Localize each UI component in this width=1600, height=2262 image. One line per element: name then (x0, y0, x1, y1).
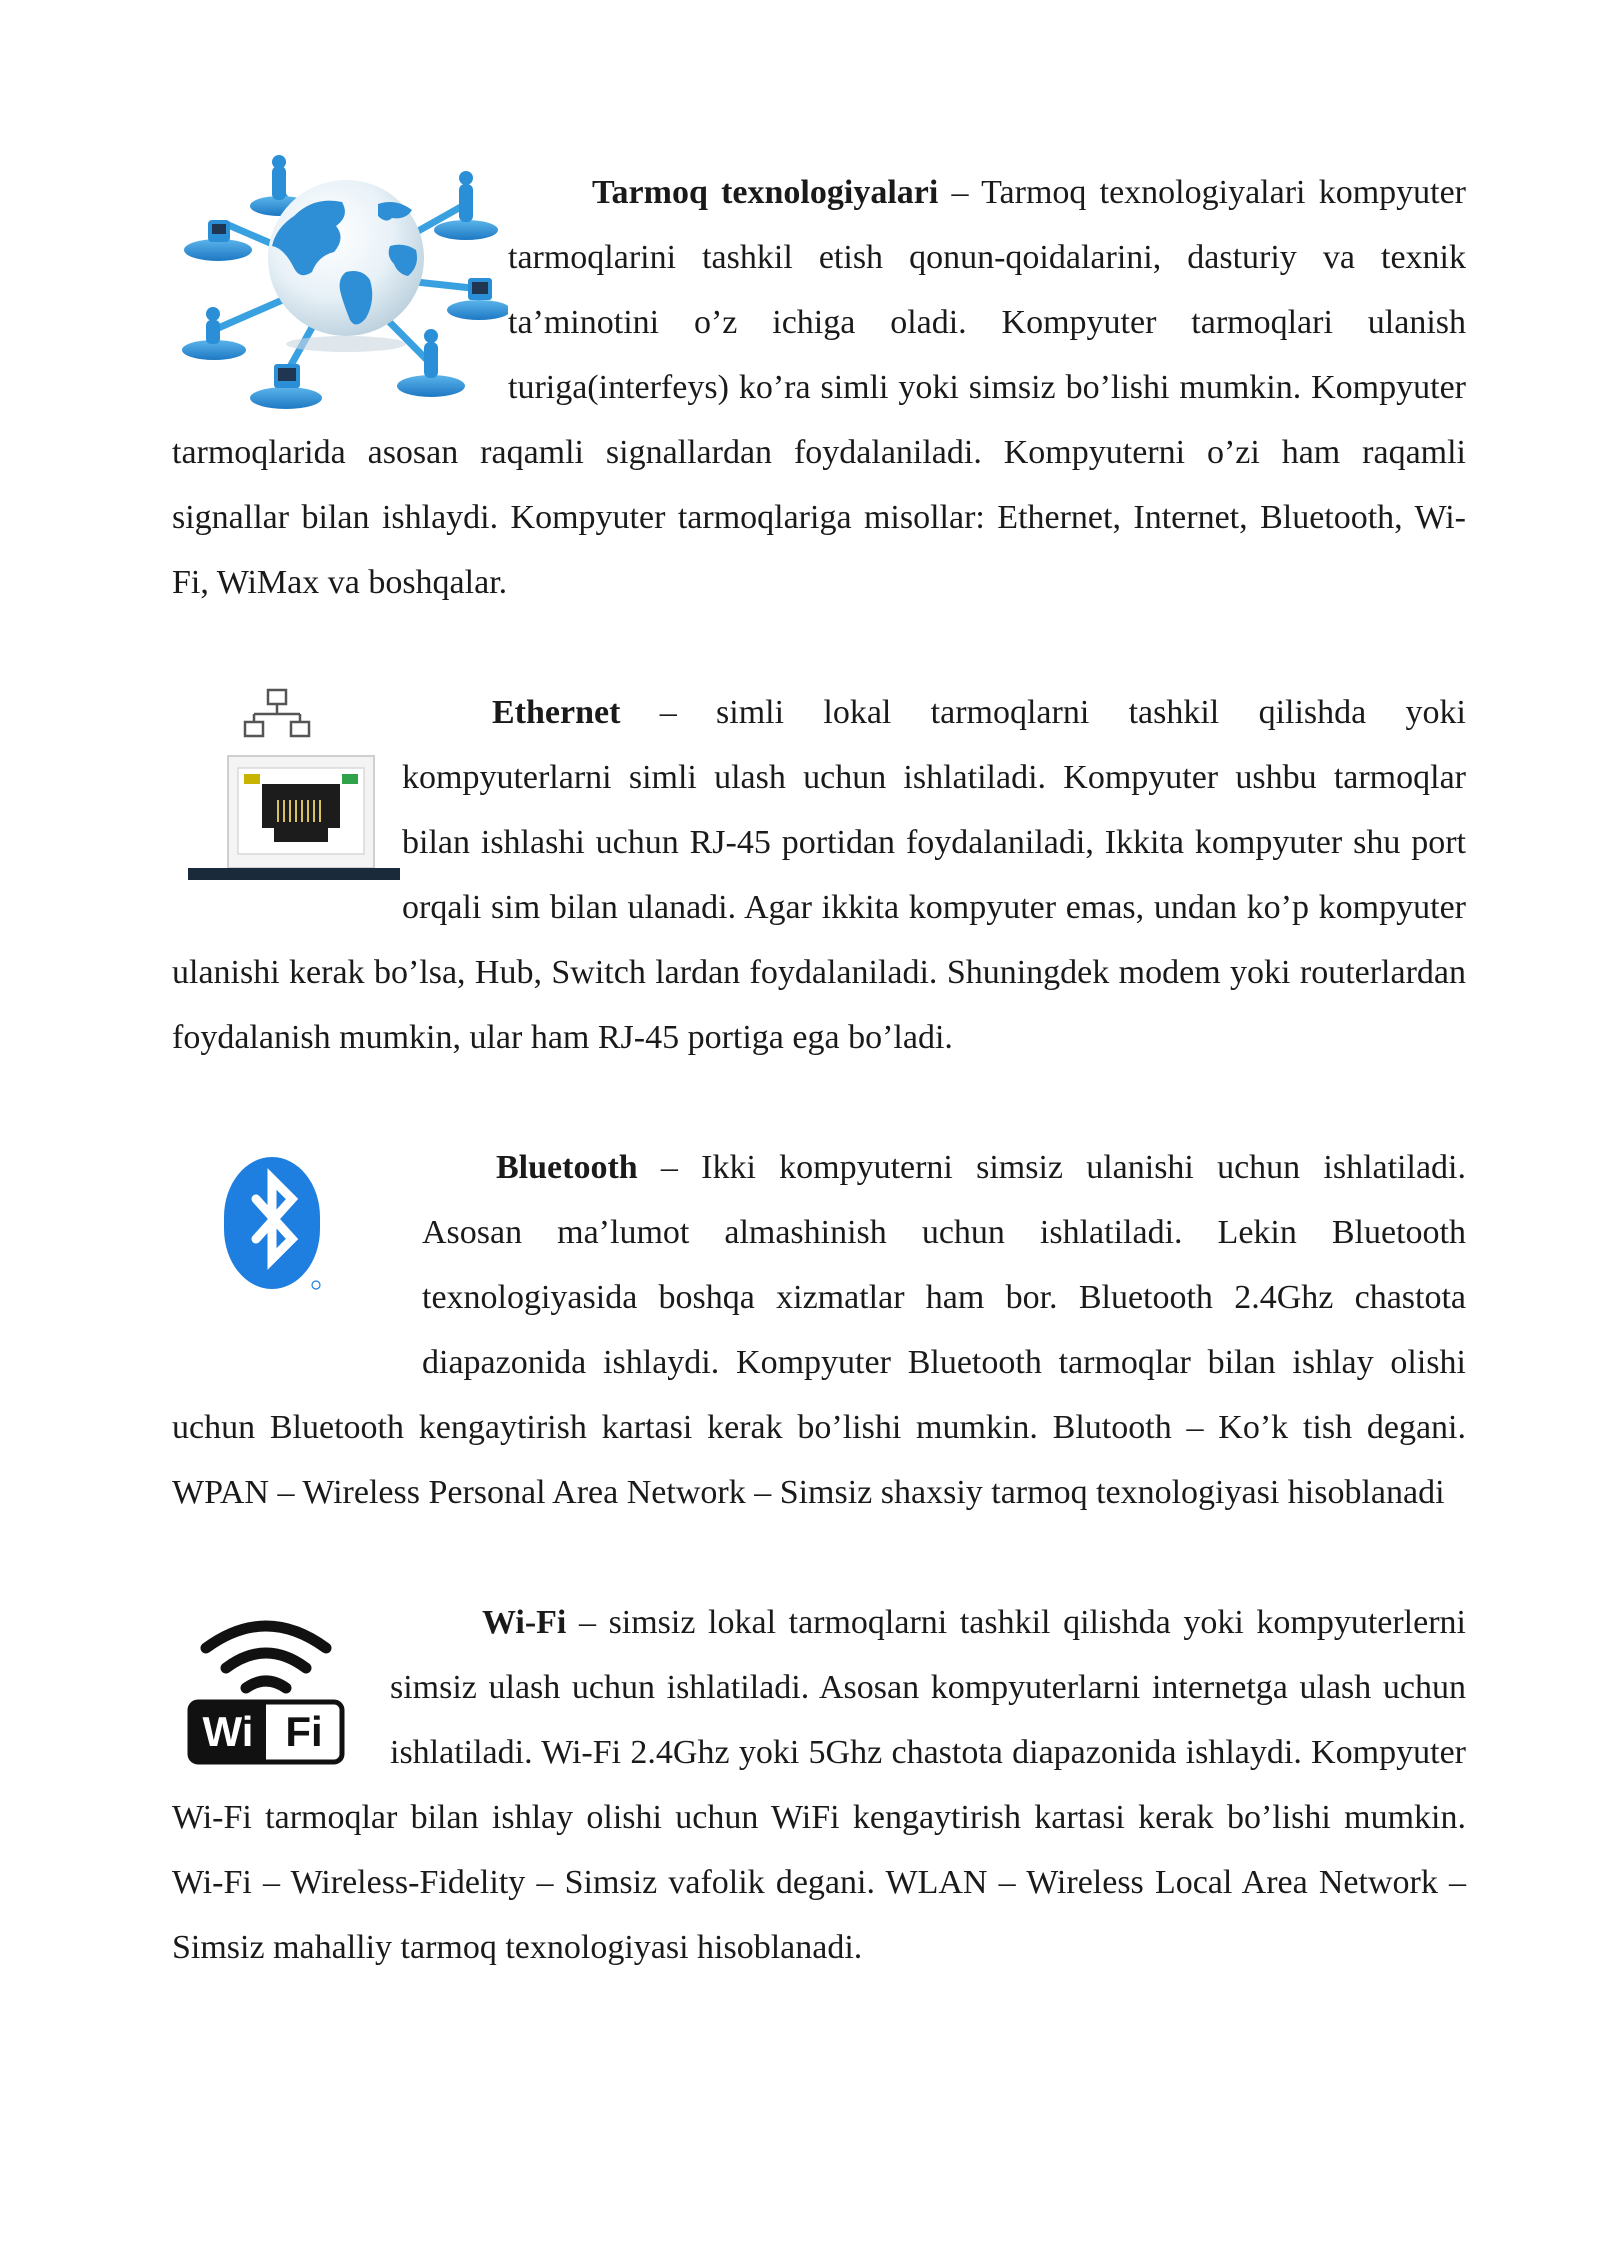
globe-network-icon (176, 154, 508, 414)
wifi-logo-fi: Fi (285, 1708, 323, 1755)
section-wifi (172, 1590, 1466, 1980)
wifi-logo-icon (186, 1610, 390, 1780)
ethernet-port-icon (186, 688, 402, 883)
document-page (172, 160, 1466, 1980)
section-network-technologies (172, 160, 1466, 615)
section-bluetooth (172, 1135, 1466, 1525)
text-ethernet: – simli lokal tarmoqlarni tashkil qilishda yoki kompyuterlarni simli ulash uchun ishlatiladi. Kompyuter ushbu tarmoqlar bilan ishlashi uchun RJ-45 portidan foydalaniladi, Ikkita kompyuter shu port orqali sim bilan ulanadi. Agar ikkita kompyuter emas, undan ko’p kompyuter ulanishi kerak bo’lsa, Hub, Switch lardan foydalaniladi. Shuningdek modem yoki routerlardan foydalanish mumkin, ular ham RJ-45 portiga ega bo’ladi. (172, 694, 1466, 1056)
term-network-technologies: Tarmoq texnologiyalari (592, 174, 939, 211)
text-bluetooth: – Ikki kompyuterni simsiz ulanishi uchun ishlatiladi. Asosan ma’lumot almashinish uchun ishlatiladi. Lekin Bluetooth texnologiyasida boshqa xizmatlar ham bor. Bluetooth 2.4Ghz chastota diapazonida ishlaydi. Kompyuter Bluetooth tarmoqlar bilan ishlay olishi uchun Bluetooth kengaytirish kartasi kerak bo’lishi mumkin. Blutooth – Ko’k tish degani. WPAN – Wireless Personal Area Network – Simsiz shaxsiy tarmoq texnologiyasi hisoblanadi (172, 1149, 1466, 1511)
term-ethernet: Ethernet (492, 694, 621, 731)
bluetooth-icon (212, 1151, 422, 1346)
term-bluetooth: Bluetooth (496, 1149, 638, 1186)
section-ethernet (172, 680, 1466, 1070)
text-network-technologies: – Tarmoq texnologiyalari kompyuter tarmoqlarini tashkil etish qonun-qoidalarini, dasturiy va texnik ta’minotini o’z ichiga oladi. Kompyuter tarmoqlari ulanish turiga(interfeys) ko’ra simli yoki simsiz bo’lishi mumkin. Kompyuter tarmoqlarida asosan raqamli signallardan foydalaniladi. Kompyuterni o’zi ham raqamli signallar bilan ishlaydi. Kompyuter tarmoqlariga misollar: Ethernet, Internet, Bluetooth, Wi-Fi, WiMax va boshqalar. (172, 174, 1466, 601)
text-wifi: – simsiz lokal tarmoqlarni tashkil qilishda yoki kompyuterlerni simsiz ulash uchun ishlatiladi. Asosan kompyuterlarni internetga ulash uchun ishlatiladi. Wi-Fi 2.4Ghz yoki 5Ghz chastota diapazonida ishlaydi. Kompyuter Wi-Fi tarmoqlar bilan ishlay olishi uchun WiFi kengaytirish kartasi kerak bo’lishi mumkin. Wi-Fi – Wireless-Fidelity – Simsiz vafolik degani. WLAN – Wireless Local Area Network – Simsiz mahalliy tarmoq texnologiyasi hisoblanadi. (172, 1604, 1466, 1966)
term-wifi: Wi-Fi (482, 1604, 567, 1641)
wifi-logo-wi: Wi (202, 1708, 254, 1755)
